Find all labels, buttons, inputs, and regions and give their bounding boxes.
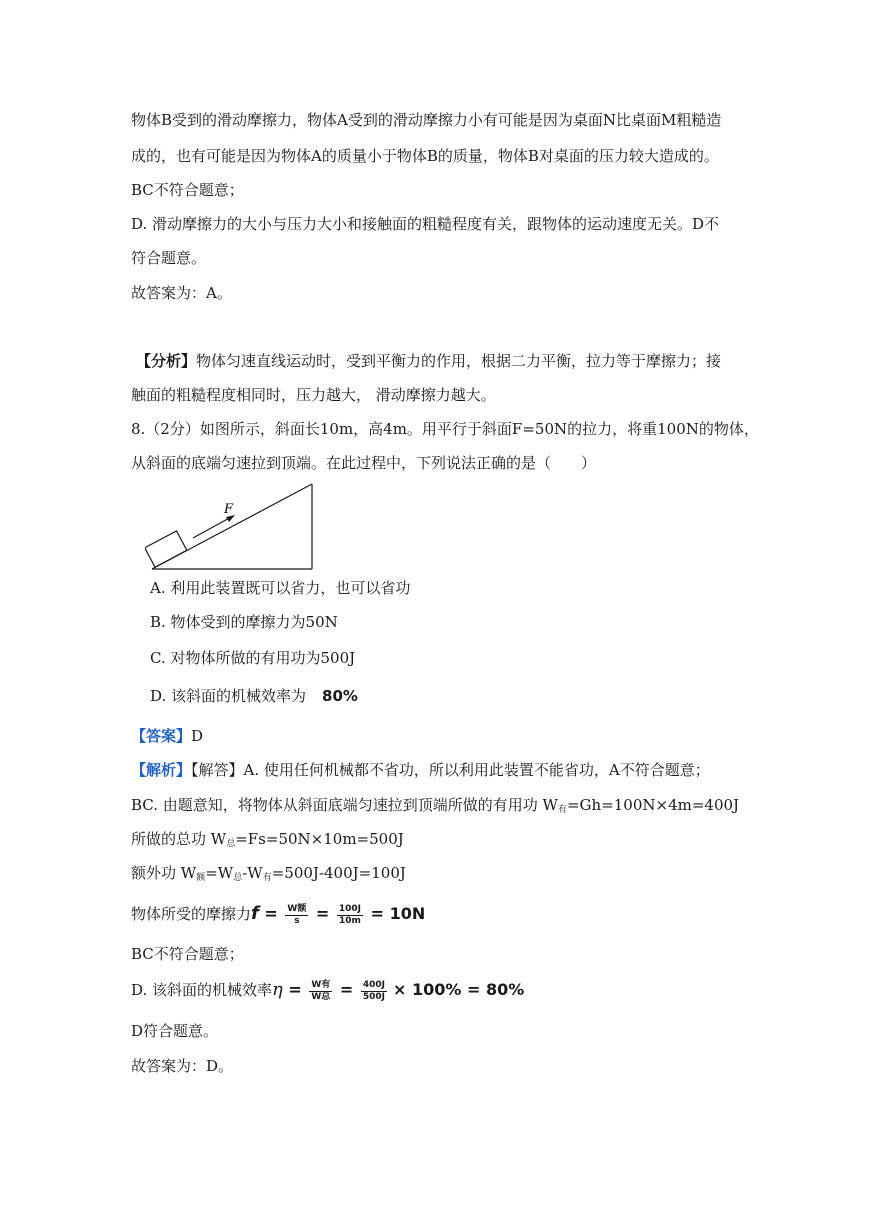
subscript: 额 [196,873,206,883]
efficiency-label: D. 该斜面的机械效率 [131,981,273,999]
fraction [309,980,332,1003]
fraction-denominator: 500J [362,991,385,1002]
text-line: 物体B受到的滑动摩擦力，物体A受到的滑动摩擦力小有可能是因为桌面N比桌面M粗糙造 [131,111,722,129]
fraction [361,980,387,1003]
force-label: F [224,502,234,517]
option-c: C. 对物体所做的有用功为500J [150,649,356,667]
solution-extra-mid: -W [242,864,263,882]
solution-total: 所做的总功 W [131,830,227,848]
answer-line [131,726,203,746]
solution-line: 故答案为：D。 [131,1057,234,1075]
answer-tag: 【答案】 [131,727,192,745]
fraction-denominator: W总 [311,991,331,1002]
subscript: 总 [233,873,243,883]
equals-sign: = [282,980,308,999]
fraction [285,904,308,927]
question-stem: 从斜面的底端匀速拉到顶端。在此过程中，下列说法正确的是（ ） [131,454,597,472]
solution-line [131,863,406,888]
fraction-denominator: s [294,915,300,926]
solution-bc-eq: =Gh=100N×4m=400J [566,796,740,814]
solution-extra: 额外功 W [131,864,197,882]
solution-total-eq: =Fs=50N×10m=500J [235,830,404,848]
text-line: 故答案为：A。 [131,284,232,302]
equals-sign: = [334,980,359,999]
solution-extra-mid: =W [205,864,234,882]
solution-line [131,760,710,780]
efficiency-result: × 100% = 80% [393,980,525,999]
analysis-line: 触面的粗糙程度相同时，压力越大， 滑动摩擦力越大。 [131,386,496,404]
force-arrow [193,516,233,538]
fraction-numerator: 100J [338,903,362,914]
solution-line: D符合题意。 [131,1022,219,1040]
fraction [337,904,363,927]
text-line: 符合题意。 [131,249,207,267]
subscript: 总 [226,839,236,849]
solution-subtag: 【解答】 [191,761,244,779]
friction-symbol: f [251,903,259,924]
text-line: 成的，也有可能是因为物体A的质量小于物体B的质量，物体B对桌面的压力较大造成的。 [131,147,719,165]
solution-extra-eq: =500J-400J=100J [271,864,406,882]
friction-result: = 10N [365,904,426,923]
solution-bc: BC. 由题意知，将物体从斜面底端匀速拉到顶端所做的有用功 W [131,796,558,814]
solution-line [131,829,404,854]
friction-formula [131,900,425,928]
solution-line: BC不符合题意； [131,945,244,963]
equals-sign: = [258,904,284,923]
solution-line [131,795,739,820]
equals-sign: = [310,904,335,923]
friction-label: 物体所受的摩擦力 [131,905,252,923]
fraction-denominator: 10m [339,915,361,926]
option-a: A. 利用此装置既可以省力，也可以省功 [150,579,411,597]
incline-figure [145,478,320,578]
solution-tag: 【解析】 [131,761,192,779]
text-line: D. 滑动摩擦力的大小与压力大小和接触面的粗糙程度有关，跟物体的运动速度无关。D不 [131,215,720,233]
fraction-numerator: W有 [311,979,331,990]
fraction-numerator: 400J [362,979,385,990]
analysis-text: 物体匀速直线运动时，受到平衡力的作用，根据二力平衡，拉力等于摩擦力；接 [196,352,722,370]
subscript: 有 [262,873,272,883]
option-d [150,686,358,706]
text-line: BC不符合题意； [131,181,244,199]
analysis-line [136,351,721,371]
block [145,531,187,567]
question-stem: 8.（2分）如图所示，斜面长10m，高4m。用平行于斜面F=50N的拉力，将重100N的物体， [131,420,759,438]
option-d-value: 80% [322,687,358,705]
fraction-numerator: W额 [287,903,307,914]
solution-a: A. 使用任何机械都不省功，所以利用此装置不能省功，A不符合题意； [243,761,710,779]
answer-value: D [191,727,204,745]
eta-symbol: η [272,979,283,1000]
subscript: 有 [557,805,567,815]
analysis-tag: 【分析】 [136,352,197,370]
efficiency-formula [131,976,524,1004]
option-b: B. 物体受到的摩擦力为50N [150,613,338,631]
option-d-text: D. 该斜面的机械效率为 [150,687,307,705]
